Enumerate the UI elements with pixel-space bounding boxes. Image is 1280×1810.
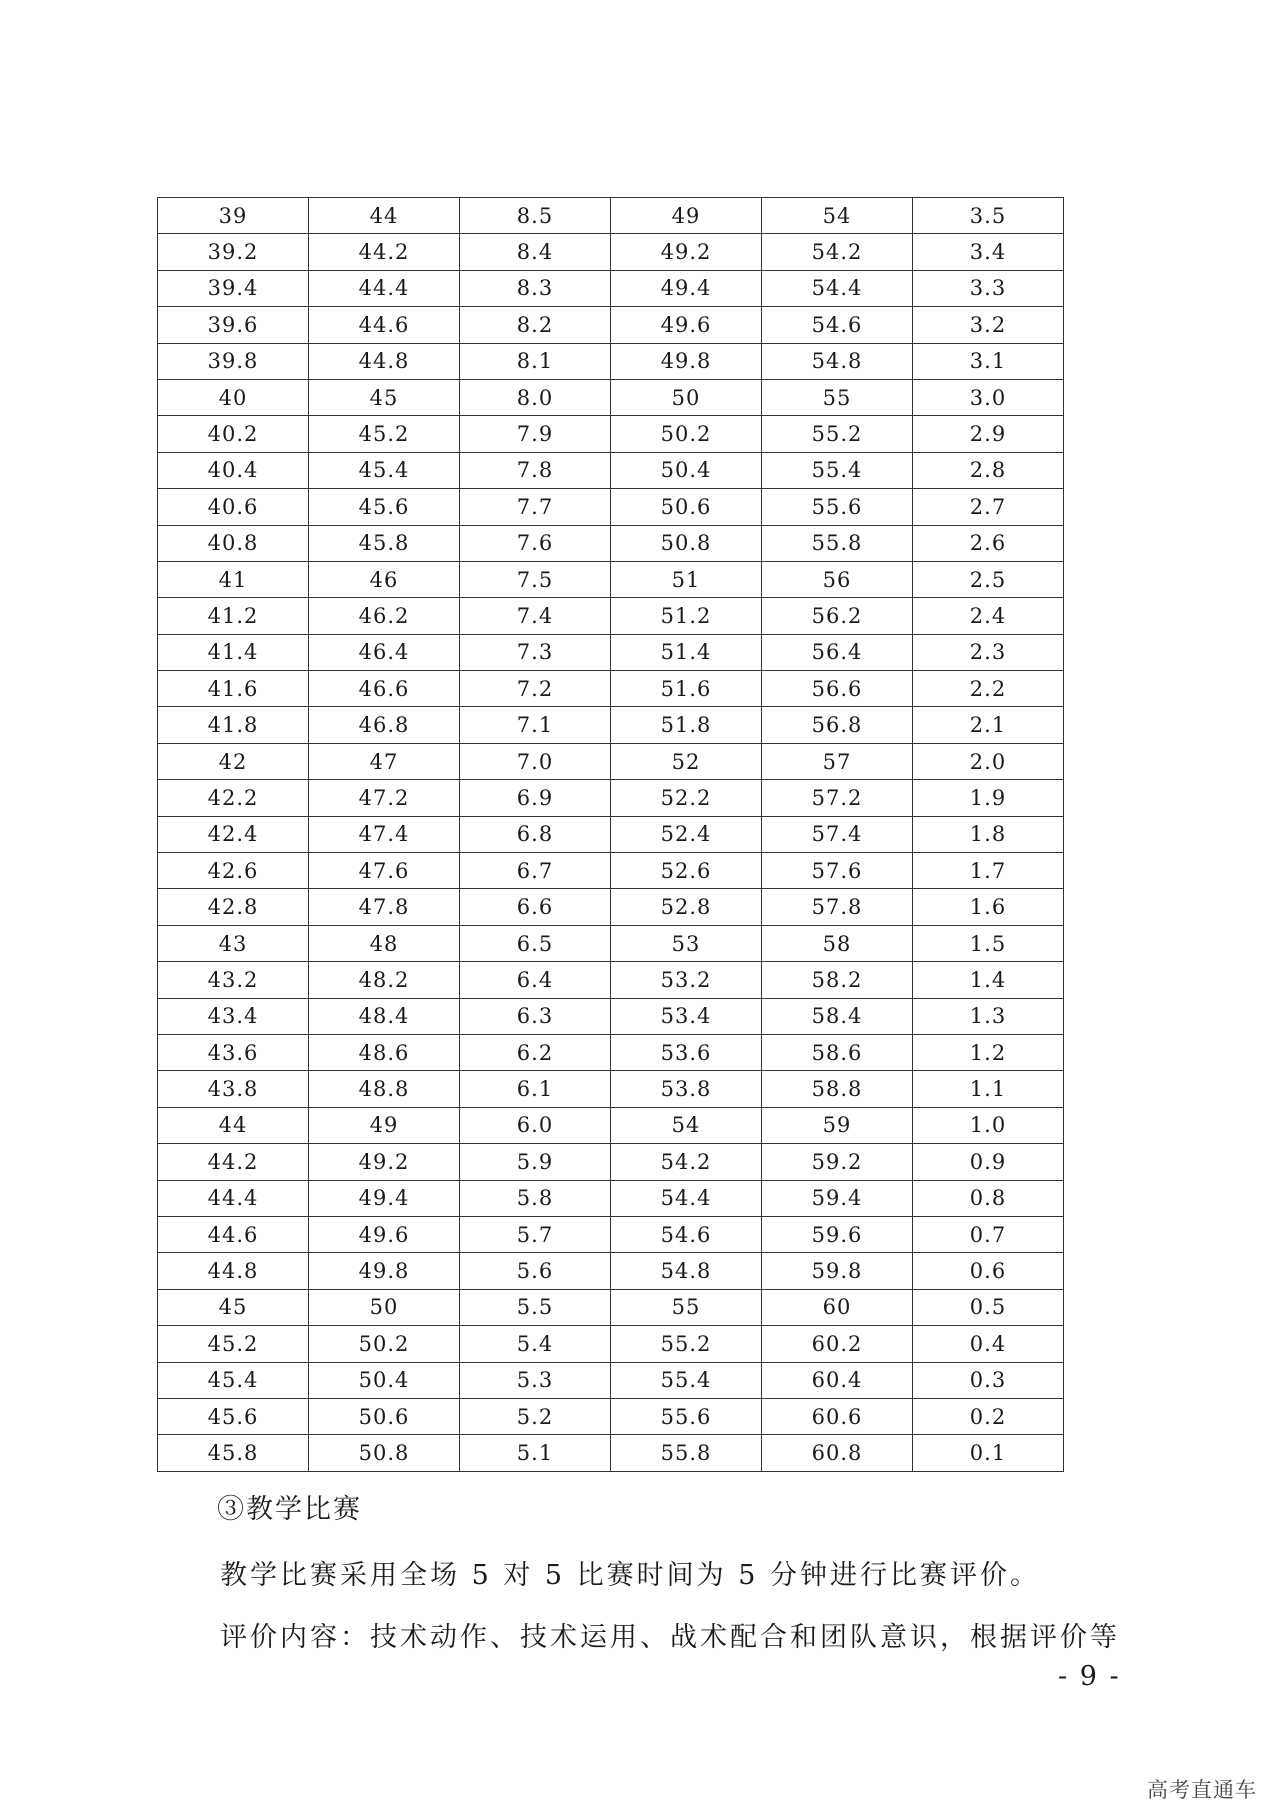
table-cell: 45.4 <box>158 1362 309 1398</box>
table-cell: 2.1 <box>913 707 1064 743</box>
table-cell: 51.6 <box>611 671 762 707</box>
table-cell: 43.6 <box>158 1034 309 1070</box>
table-cell: 0.6 <box>913 1253 1064 1289</box>
table-cell: 55.2 <box>611 1326 762 1362</box>
table-cell: 41 <box>158 561 309 597</box>
table-cell: 46.8 <box>309 707 460 743</box>
table-cell: 55.4 <box>762 452 913 488</box>
table-row <box>158 1107 611 1143</box>
table-cell: 57.2 <box>762 780 913 816</box>
table-cell: 1.6 <box>913 889 1064 925</box>
table-row <box>611 1435 1064 1471</box>
table-row <box>158 452 611 488</box>
table-cell: 49.8 <box>309 1253 460 1289</box>
table-cell: 2.5 <box>913 561 1064 597</box>
table-cell: 5.1 <box>460 1435 611 1471</box>
table-cell: 58.2 <box>762 962 913 998</box>
table-cell: 44 <box>158 1107 309 1143</box>
table-cell: 55.8 <box>611 1435 762 1471</box>
table-cell: 1.5 <box>913 925 1064 961</box>
table-cell: 47.6 <box>309 853 460 889</box>
table-cell: 8.4 <box>460 234 611 270</box>
table-cell: 8.5 <box>460 198 611 234</box>
table-cell: 8.0 <box>460 379 611 415</box>
table-cell: 3.0 <box>913 379 1064 415</box>
table-cell: 58 <box>762 925 913 961</box>
table-cell: 45.2 <box>158 1326 309 1362</box>
table-cell: 53.4 <box>611 998 762 1034</box>
table-row <box>158 1435 611 1471</box>
table-cell: 56.2 <box>762 598 913 634</box>
table-row <box>611 1398 1064 1434</box>
table-row <box>158 234 611 270</box>
table-row <box>158 816 611 852</box>
table-cell: 8.2 <box>460 307 611 343</box>
watermark-text: 高考直通车 <box>1147 1778 1257 1802</box>
table-row <box>611 343 1064 379</box>
score-table-left <box>157 197 611 1472</box>
table-cell: 5.7 <box>460 1216 611 1252</box>
table-row <box>611 816 1064 852</box>
table-cell: 41.8 <box>158 707 309 743</box>
table-cell: 50.8 <box>309 1435 460 1471</box>
table-cell: 60.8 <box>762 1435 913 1471</box>
table-cell: 7.7 <box>460 489 611 525</box>
table-cell: 49 <box>309 1107 460 1143</box>
paragraph-evaluation-content: 评价内容：技术动作、技术运用、战术配合和团队意识，根据评价等 <box>220 1622 1120 1653</box>
table-cell: 50 <box>309 1289 460 1325</box>
table-cell: 1.7 <box>913 853 1064 889</box>
table-cell: 49.6 <box>309 1216 460 1252</box>
table-cell: 6.5 <box>460 925 611 961</box>
table-row <box>611 1144 1064 1180</box>
table-row <box>611 1180 1064 1216</box>
table-cell: 60.2 <box>762 1326 913 1362</box>
table-cell: 56.8 <box>762 707 913 743</box>
table-cell: 7.0 <box>460 743 611 779</box>
table-cell: 44.2 <box>158 1144 309 1180</box>
table-cell: 59.4 <box>762 1180 913 1216</box>
table-cell: 6.2 <box>460 1034 611 1070</box>
table-row <box>158 343 611 379</box>
table-cell: 44.4 <box>158 1180 309 1216</box>
table-cell: 45.6 <box>309 489 460 525</box>
table-cell: 60.4 <box>762 1362 913 1398</box>
table-cell: 55.6 <box>762 489 913 525</box>
table-row <box>611 416 1064 452</box>
table-cell: 48.6 <box>309 1034 460 1070</box>
table-cell: 1.0 <box>913 1107 1064 1143</box>
table-cell: 59.8 <box>762 1253 913 1289</box>
table-row <box>158 198 611 234</box>
table-cell: 0.1 <box>913 1435 1064 1471</box>
table-cell: 45.2 <box>309 416 460 452</box>
table-cell: 56.4 <box>762 634 913 670</box>
table-row <box>611 1034 1064 1070</box>
table-cell: 53.2 <box>611 962 762 998</box>
table-cell: 5.4 <box>460 1326 611 1362</box>
table-cell: 1.8 <box>913 816 1064 852</box>
table-cell: 54.2 <box>611 1144 762 1180</box>
table-row <box>611 1216 1064 1252</box>
table-row <box>158 743 611 779</box>
score-table-right-body <box>611 198 1064 1472</box>
table-cell: 43 <box>158 925 309 961</box>
table-cell: 2.6 <box>913 525 1064 561</box>
table-cell: 6.4 <box>460 962 611 998</box>
table-cell: 6.0 <box>460 1107 611 1143</box>
table-cell: 3.5 <box>913 198 1064 234</box>
table-cell: 49 <box>611 198 762 234</box>
table-row <box>611 634 1064 670</box>
table-cell: 58.6 <box>762 1034 913 1070</box>
table-cell: 40.2 <box>158 416 309 452</box>
table-cell: 44.8 <box>309 343 460 379</box>
table-row <box>611 1107 1064 1143</box>
table-cell: 49.6 <box>611 307 762 343</box>
table-cell: 39.4 <box>158 270 309 306</box>
table-cell: 40.6 <box>158 489 309 525</box>
table-cell: 54.6 <box>762 307 913 343</box>
table-row <box>158 1144 611 1180</box>
table-cell: 2.7 <box>913 489 1064 525</box>
table-cell: 56 <box>762 561 913 597</box>
table-row <box>611 743 1064 779</box>
table-cell: 46 <box>309 561 460 597</box>
table-cell: 47.2 <box>309 780 460 816</box>
table-cell: 55.2 <box>762 416 913 452</box>
table-row <box>158 561 611 597</box>
table-cell: 52.8 <box>611 889 762 925</box>
table-cell: 51.2 <box>611 598 762 634</box>
table-row <box>158 962 611 998</box>
table-cell: 45.8 <box>309 525 460 561</box>
table-cell: 0.3 <box>913 1362 1064 1398</box>
score-tables <box>0 197 1280 1471</box>
table-cell: 3.2 <box>913 307 1064 343</box>
table-cell: 39.2 <box>158 234 309 270</box>
table-cell: 7.1 <box>460 707 611 743</box>
table-cell: 6.1 <box>460 1071 611 1107</box>
table-cell: 41.6 <box>158 671 309 707</box>
table-cell: 41.4 <box>158 634 309 670</box>
table-row <box>158 1253 611 1289</box>
table-cell: 5.5 <box>460 1289 611 1325</box>
table-cell: 40 <box>158 379 309 415</box>
table-row <box>158 853 611 889</box>
table-row <box>158 780 611 816</box>
table-row <box>611 452 1064 488</box>
table-cell: 46.6 <box>309 671 460 707</box>
table-cell: 51.8 <box>611 707 762 743</box>
table-row <box>158 1326 611 1362</box>
table-row <box>611 889 1064 925</box>
table-cell: 52.4 <box>611 816 762 852</box>
table-cell: 2.0 <box>913 743 1064 779</box>
table-cell: 55.4 <box>611 1362 762 1398</box>
table-row <box>158 416 611 452</box>
table-cell: 54 <box>611 1107 762 1143</box>
table-cell: 55 <box>611 1289 762 1325</box>
table-cell: 49.2 <box>309 1144 460 1180</box>
table-cell: 6.6 <box>460 889 611 925</box>
table-row <box>158 1216 611 1252</box>
table-cell: 47 <box>309 743 460 779</box>
table-row <box>158 1398 611 1434</box>
table-cell: 43.2 <box>158 962 309 998</box>
table-row <box>611 198 1064 234</box>
table-row <box>158 1034 611 1070</box>
table-cell: 44 <box>309 198 460 234</box>
table-cell: 5.8 <box>460 1180 611 1216</box>
table-row <box>158 489 611 525</box>
table-cell: 48 <box>309 925 460 961</box>
table-row <box>611 234 1064 270</box>
table-cell: 47.4 <box>309 816 460 852</box>
table-cell: 50.6 <box>611 489 762 525</box>
table-row <box>158 634 611 670</box>
table-cell: 1.2 <box>913 1034 1064 1070</box>
table-cell: 42 <box>158 743 309 779</box>
table-cell: 55.6 <box>611 1398 762 1434</box>
table-cell: 40.8 <box>158 525 309 561</box>
table-cell: 0.8 <box>913 1180 1064 1216</box>
table-cell: 8.3 <box>460 270 611 306</box>
table-cell: 54.4 <box>611 1180 762 1216</box>
table-row <box>158 1289 611 1325</box>
table-cell: 40.4 <box>158 452 309 488</box>
table-cell: 53.6 <box>611 1034 762 1070</box>
table-cell: 50.4 <box>611 452 762 488</box>
table-row <box>158 707 611 743</box>
table-cell: 1.3 <box>913 998 1064 1034</box>
table-cell: 6.3 <box>460 998 611 1034</box>
table-cell: 51 <box>611 561 762 597</box>
table-cell: 50.2 <box>611 416 762 452</box>
table-row <box>158 998 611 1034</box>
table-cell: 7.8 <box>460 452 611 488</box>
table-row <box>158 889 611 925</box>
table-cell: 50.4 <box>309 1362 460 1398</box>
table-cell: 5.6 <box>460 1253 611 1289</box>
table-cell: 5.2 <box>460 1398 611 1434</box>
table-cell: 7.2 <box>460 671 611 707</box>
table-row <box>611 379 1064 415</box>
table-cell: 8.1 <box>460 343 611 379</box>
table-cell: 44.8 <box>158 1253 309 1289</box>
table-cell: 52.6 <box>611 853 762 889</box>
table-cell: 0.7 <box>913 1216 1064 1252</box>
table-row <box>158 270 611 306</box>
table-cell: 48.8 <box>309 1071 460 1107</box>
table-cell: 59.6 <box>762 1216 913 1252</box>
paragraph-match-format: 教学比赛采用全场 5 对 5 比赛时间为 5 分钟进行比赛评价。 <box>220 1560 1041 1591</box>
table-cell: 60 <box>762 1289 913 1325</box>
table-row <box>611 671 1064 707</box>
table-cell: 6.7 <box>460 853 611 889</box>
table-cell: 54.2 <box>762 234 913 270</box>
table-cell: 51.4 <box>611 634 762 670</box>
table-cell: 50.2 <box>309 1326 460 1362</box>
table-cell: 0.5 <box>913 1289 1064 1325</box>
table-cell: 48.4 <box>309 998 460 1034</box>
table-row <box>611 853 1064 889</box>
table-row <box>611 1326 1064 1362</box>
table-cell: 46.4 <box>309 634 460 670</box>
table-cell: 57.4 <box>762 816 913 852</box>
table-cell: 57.6 <box>762 853 913 889</box>
table-cell: 57 <box>762 743 913 779</box>
table-cell: 54.6 <box>611 1216 762 1252</box>
table-cell: 54.8 <box>611 1253 762 1289</box>
table-row <box>611 525 1064 561</box>
table-cell: 42.2 <box>158 780 309 816</box>
table-cell: 44.6 <box>158 1216 309 1252</box>
table-cell: 56.6 <box>762 671 913 707</box>
table-cell: 7.5 <box>460 561 611 597</box>
table-cell: 7.4 <box>460 598 611 634</box>
table-row <box>158 671 611 707</box>
table-cell: 45 <box>158 1289 309 1325</box>
section-title: ③教学比赛 <box>217 1494 362 1525</box>
table-row <box>611 489 1064 525</box>
table-row <box>611 962 1064 998</box>
table-cell: 59.2 <box>762 1144 913 1180</box>
table-row <box>611 270 1064 306</box>
table-cell: 54.4 <box>762 270 913 306</box>
table-row <box>158 525 611 561</box>
table-row <box>158 307 611 343</box>
table-row <box>158 598 611 634</box>
table-cell: 54 <box>762 198 913 234</box>
table-cell: 1.9 <box>913 780 1064 816</box>
table-cell: 41.2 <box>158 598 309 634</box>
table-cell: 44.2 <box>309 234 460 270</box>
table-cell: 39.8 <box>158 343 309 379</box>
table-cell: 0.4 <box>913 1326 1064 1362</box>
table-row <box>611 1362 1064 1398</box>
table-cell: 58.4 <box>762 998 913 1034</box>
table-row <box>611 307 1064 343</box>
table-cell: 48.2 <box>309 962 460 998</box>
table-cell: 53 <box>611 925 762 961</box>
table-cell: 44.6 <box>309 307 460 343</box>
table-cell: 45.6 <box>158 1398 309 1434</box>
table-cell: 3.4 <box>913 234 1064 270</box>
table-cell: 50.6 <box>309 1398 460 1434</box>
table-row <box>611 1253 1064 1289</box>
score-table-left-body <box>158 198 611 1472</box>
table-cell: 44.4 <box>309 270 460 306</box>
table-cell: 55 <box>762 379 913 415</box>
table-row <box>611 1071 1064 1107</box>
table-cell: 3.1 <box>913 343 1064 379</box>
table-row <box>611 707 1064 743</box>
table-cell: 7.6 <box>460 525 611 561</box>
table-cell: 0.9 <box>913 1144 1064 1180</box>
table-cell: 60.6 <box>762 1398 913 1434</box>
table-cell: 3.3 <box>913 270 1064 306</box>
table-cell: 7.3 <box>460 634 611 670</box>
table-row <box>611 1289 1064 1325</box>
table-cell: 46.2 <box>309 598 460 634</box>
table-cell: 42.8 <box>158 889 309 925</box>
table-cell: 1.4 <box>913 962 1064 998</box>
table-cell: 50 <box>611 379 762 415</box>
page-number: - 9 - <box>1058 1661 1121 1692</box>
table-cell: 5.9 <box>460 1144 611 1180</box>
table-cell: 2.2 <box>913 671 1064 707</box>
table-row <box>611 998 1064 1034</box>
table-cell: 2.9 <box>913 416 1064 452</box>
table-row <box>158 925 611 961</box>
table-cell: 45.8 <box>158 1435 309 1471</box>
table-cell: 54.8 <box>762 343 913 379</box>
table-cell: 52.2 <box>611 780 762 816</box>
table-row <box>158 1180 611 1216</box>
table-cell: 49.4 <box>611 270 762 306</box>
table-cell: 2.8 <box>913 452 1064 488</box>
table-cell: 53.8 <box>611 1071 762 1107</box>
table-cell: 55.8 <box>762 525 913 561</box>
table-cell: 45.4 <box>309 452 460 488</box>
table-cell: 2.3 <box>913 634 1064 670</box>
table-cell: 58.8 <box>762 1071 913 1107</box>
table-cell: 5.3 <box>460 1362 611 1398</box>
table-cell: 42.4 <box>158 816 309 852</box>
table-row <box>611 561 1064 597</box>
table-row <box>158 379 611 415</box>
table-row <box>611 925 1064 961</box>
table-row <box>158 1071 611 1107</box>
table-cell: 59 <box>762 1107 913 1143</box>
table-cell: 1.1 <box>913 1071 1064 1107</box>
table-cell: 43.4 <box>158 998 309 1034</box>
table-cell: 6.8 <box>460 816 611 852</box>
table-cell: 39 <box>158 198 309 234</box>
table-cell: 49.8 <box>611 343 762 379</box>
table-row <box>158 1362 611 1398</box>
table-cell: 7.9 <box>460 416 611 452</box>
table-row <box>611 780 1064 816</box>
table-row <box>611 598 1064 634</box>
table-cell: 49.2 <box>611 234 762 270</box>
table-cell: 50.8 <box>611 525 762 561</box>
table-cell: 47.8 <box>309 889 460 925</box>
table-cell: 2.4 <box>913 598 1064 634</box>
table-cell: 45 <box>309 379 460 415</box>
table-cell: 57.8 <box>762 889 913 925</box>
table-cell: 43.8 <box>158 1071 309 1107</box>
score-table-right <box>610 197 1064 1472</box>
table-cell: 42.6 <box>158 853 309 889</box>
table-cell: 0.2 <box>913 1398 1064 1434</box>
table-cell: 6.9 <box>460 780 611 816</box>
table-cell: 39.6 <box>158 307 309 343</box>
table-cell: 49.4 <box>309 1180 460 1216</box>
table-cell: 52 <box>611 743 762 779</box>
